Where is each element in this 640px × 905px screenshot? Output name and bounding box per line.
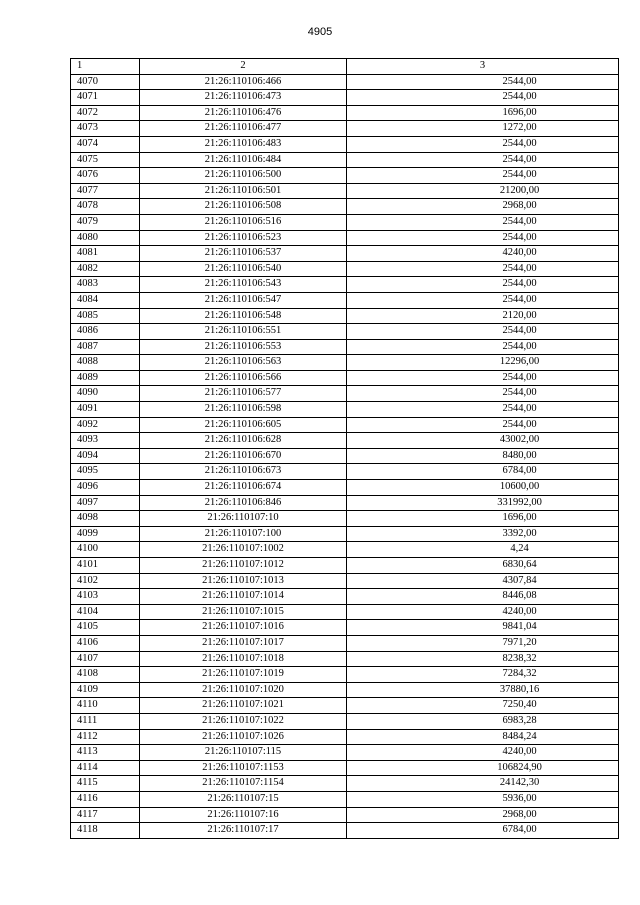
cadastral-number-cell: 21:26:110106:543 bbox=[140, 277, 347, 293]
row-number-cell: 4082 bbox=[71, 261, 140, 277]
row-number-cell: 4087 bbox=[71, 339, 140, 355]
table-row bbox=[71, 292, 619, 308]
value-cell: 6830,64 bbox=[347, 558, 619, 574]
table-row bbox=[71, 433, 619, 449]
value-cell: 6784,00 bbox=[347, 464, 619, 480]
value-cell: 1272,00 bbox=[347, 121, 619, 137]
value-cell: 7250,40 bbox=[347, 698, 619, 714]
column-header-1: 1 bbox=[71, 59, 140, 75]
value-cell: 1696,00 bbox=[347, 105, 619, 121]
value-cell: 4307,84 bbox=[347, 573, 619, 589]
row-number-cell: 4107 bbox=[71, 651, 140, 667]
cadastral-number-cell: 21:26:110106:598 bbox=[140, 402, 347, 418]
cadastral-number-cell: 21:26:110107:15 bbox=[140, 791, 347, 807]
cadastral-number-cell: 21:26:110107:16 bbox=[140, 807, 347, 823]
value-cell: 2544,00 bbox=[347, 74, 619, 90]
table-row bbox=[71, 698, 619, 714]
row-number-cell: 4092 bbox=[71, 417, 140, 433]
row-number-cell: 4115 bbox=[71, 776, 140, 792]
table-row bbox=[71, 745, 619, 761]
table-row bbox=[71, 214, 619, 230]
cadastral-number-cell: 21:26:110107:1154 bbox=[140, 776, 347, 792]
cadastral-number-cell: 21:26:110107:1020 bbox=[140, 682, 347, 698]
cadastral-number-cell: 21:26:110106:846 bbox=[140, 495, 347, 511]
cadastral-number-cell: 21:26:110107:1012 bbox=[140, 558, 347, 574]
row-number-cell: 4079 bbox=[71, 214, 140, 230]
table-row bbox=[71, 448, 619, 464]
row-number-cell: 4084 bbox=[71, 292, 140, 308]
value-cell: 2544,00 bbox=[347, 168, 619, 184]
row-number-cell: 4090 bbox=[71, 386, 140, 402]
row-number-cell: 4117 bbox=[71, 807, 140, 823]
cadastral-number-cell: 21:26:110106:484 bbox=[140, 152, 347, 168]
value-cell: 2544,00 bbox=[347, 292, 619, 308]
value-cell: 1696,00 bbox=[347, 511, 619, 527]
value-cell: 2120,00 bbox=[347, 308, 619, 324]
value-cell: 331992,00 bbox=[347, 495, 619, 511]
value-cell: 2544,00 bbox=[347, 339, 619, 355]
row-number-cell: 4116 bbox=[71, 791, 140, 807]
table-header bbox=[71, 59, 619, 75]
value-cell: 2544,00 bbox=[347, 230, 619, 246]
cadastral-number-cell: 21:26:110106:551 bbox=[140, 324, 347, 340]
table-row bbox=[71, 776, 619, 792]
value-cell: 2968,00 bbox=[347, 807, 619, 823]
value-cell: 4,24 bbox=[347, 542, 619, 558]
cadastral-number-cell: 21:26:110106:547 bbox=[140, 292, 347, 308]
cadastral-number-cell: 21:26:110107:1014 bbox=[140, 589, 347, 605]
table-row bbox=[71, 168, 619, 184]
table-row bbox=[71, 823, 619, 839]
row-number-cell: 4080 bbox=[71, 230, 140, 246]
value-cell: 6784,00 bbox=[347, 823, 619, 839]
table-row bbox=[71, 573, 619, 589]
table-row bbox=[71, 152, 619, 168]
cadastral-number-cell: 21:26:110106:466 bbox=[140, 74, 347, 90]
value-cell: 7971,20 bbox=[347, 635, 619, 651]
cadastral-number-cell: 21:26:110106:537 bbox=[140, 246, 347, 262]
table-row bbox=[71, 261, 619, 277]
row-number-cell: 4072 bbox=[71, 105, 140, 121]
row-number-cell: 4088 bbox=[71, 355, 140, 371]
table-row bbox=[71, 651, 619, 667]
value-cell: 8480,00 bbox=[347, 448, 619, 464]
value-cell: 2544,00 bbox=[347, 152, 619, 168]
table-row bbox=[71, 495, 619, 511]
table-row bbox=[71, 791, 619, 807]
cadastral-number-cell: 21:26:110107:17 bbox=[140, 823, 347, 839]
row-number-cell: 4075 bbox=[71, 152, 140, 168]
cadastral-number-cell: 21:26:110107:115 bbox=[140, 745, 347, 761]
value-cell: 21200,00 bbox=[347, 183, 619, 199]
table-row bbox=[71, 682, 619, 698]
cadastral-number-cell: 21:26:110107:1019 bbox=[140, 667, 347, 683]
cadastral-number-cell: 21:26:110107:1153 bbox=[140, 760, 347, 776]
table-row bbox=[71, 635, 619, 651]
cadastral-number-cell: 21:26:110106:476 bbox=[140, 105, 347, 121]
table-row bbox=[71, 620, 619, 636]
value-cell: 24142,30 bbox=[347, 776, 619, 792]
table-row bbox=[71, 667, 619, 683]
row-number-cell: 4096 bbox=[71, 480, 140, 496]
value-cell: 2544,00 bbox=[347, 324, 619, 340]
row-number-cell: 4111 bbox=[71, 713, 140, 729]
value-cell: 8446,08 bbox=[347, 589, 619, 605]
value-cell: 5936,00 bbox=[347, 791, 619, 807]
cadastral-number-cell: 21:26:110107:10 bbox=[140, 511, 347, 527]
table-body bbox=[71, 74, 619, 838]
value-cell: 2544,00 bbox=[347, 386, 619, 402]
table-row bbox=[71, 807, 619, 823]
table-row bbox=[71, 511, 619, 527]
value-cell: 2544,00 bbox=[347, 136, 619, 152]
table-row bbox=[71, 90, 619, 106]
value-cell: 6983,28 bbox=[347, 713, 619, 729]
cadastral-number-cell: 21:26:110106:553 bbox=[140, 339, 347, 355]
value-cell: 43002,00 bbox=[347, 433, 619, 449]
row-number-cell: 4077 bbox=[71, 183, 140, 199]
cadastral-number-cell: 21:26:110107:100 bbox=[140, 526, 347, 542]
row-number-cell: 4105 bbox=[71, 620, 140, 636]
row-number-cell: 4081 bbox=[71, 246, 140, 262]
cadastral-number-cell: 21:26:110106:477 bbox=[140, 121, 347, 137]
row-number-cell: 4104 bbox=[71, 604, 140, 620]
cadastral-number-cell: 21:26:110107:1026 bbox=[140, 729, 347, 745]
cadastral-number-cell: 21:26:110107:1022 bbox=[140, 713, 347, 729]
table-row bbox=[71, 105, 619, 121]
row-number-cell: 4074 bbox=[71, 136, 140, 152]
cadastral-number-cell: 21:26:110106:628 bbox=[140, 433, 347, 449]
table-row bbox=[71, 74, 619, 90]
table-row bbox=[71, 464, 619, 480]
cadastral-number-cell: 21:26:110106:563 bbox=[140, 355, 347, 371]
cadastral-number-cell: 21:26:110107:1013 bbox=[140, 573, 347, 589]
row-number-cell: 4100 bbox=[71, 542, 140, 558]
row-number-cell: 4073 bbox=[71, 121, 140, 137]
value-cell: 2544,00 bbox=[347, 277, 619, 293]
row-number-cell: 4085 bbox=[71, 308, 140, 324]
table-row bbox=[71, 402, 619, 418]
cadastral-number-cell: 21:26:110106:566 bbox=[140, 370, 347, 386]
row-number-cell: 4109 bbox=[71, 682, 140, 698]
row-number-cell: 4076 bbox=[71, 168, 140, 184]
row-number-cell: 4078 bbox=[71, 199, 140, 215]
column-header-3: 3 bbox=[347, 59, 619, 75]
cadastral-number-cell: 21:26:110107:1017 bbox=[140, 635, 347, 651]
row-number-cell: 4112 bbox=[71, 729, 140, 745]
value-cell: 37880,16 bbox=[347, 682, 619, 698]
row-number-cell: 4083 bbox=[71, 277, 140, 293]
row-number-cell: 4098 bbox=[71, 511, 140, 527]
value-cell: 2544,00 bbox=[347, 214, 619, 230]
cadastral-number-cell: 21:26:110106:577 bbox=[140, 386, 347, 402]
table-row bbox=[71, 558, 619, 574]
cadastral-number-cell: 21:26:110106:483 bbox=[140, 136, 347, 152]
table-row bbox=[71, 713, 619, 729]
cadastral-number-cell: 21:26:110106:605 bbox=[140, 417, 347, 433]
row-number-cell: 4070 bbox=[71, 74, 140, 90]
cadastral-number-cell: 21:26:110106:523 bbox=[140, 230, 347, 246]
row-number-cell: 4114 bbox=[71, 760, 140, 776]
value-cell: 2968,00 bbox=[347, 199, 619, 215]
table-row bbox=[71, 417, 619, 433]
value-cell: 8484,24 bbox=[347, 729, 619, 745]
column-header-2: 2 bbox=[140, 59, 347, 75]
value-cell: 3392,00 bbox=[347, 526, 619, 542]
row-number-cell: 4094 bbox=[71, 448, 140, 464]
row-number-cell: 4093 bbox=[71, 433, 140, 449]
table-row bbox=[71, 589, 619, 605]
cadastral-number-cell: 21:26:110106:508 bbox=[140, 199, 347, 215]
row-number-cell: 4071 bbox=[71, 90, 140, 106]
table-row bbox=[71, 760, 619, 776]
value-cell: 2544,00 bbox=[347, 261, 619, 277]
row-number-cell: 4113 bbox=[71, 745, 140, 761]
table-row bbox=[71, 370, 619, 386]
cadastral-number-cell: 21:26:110106:670 bbox=[140, 448, 347, 464]
row-number-cell: 4103 bbox=[71, 589, 140, 605]
cadastral-number-cell: 21:26:110106:473 bbox=[140, 90, 347, 106]
cadastral-number-cell: 21:26:110106:540 bbox=[140, 261, 347, 277]
value-cell: 4240,00 bbox=[347, 745, 619, 761]
table-row bbox=[71, 324, 619, 340]
table-row bbox=[71, 308, 619, 324]
value-cell: 2544,00 bbox=[347, 417, 619, 433]
table-row bbox=[71, 246, 619, 262]
row-number-cell: 4095 bbox=[71, 464, 140, 480]
table-row bbox=[71, 121, 619, 137]
cadastral-number-cell: 21:26:110107:1018 bbox=[140, 651, 347, 667]
table-row bbox=[71, 355, 619, 371]
row-number-cell: 4118 bbox=[71, 823, 140, 839]
value-cell: 10600,00 bbox=[347, 480, 619, 496]
table-row bbox=[71, 480, 619, 496]
value-cell: 12296,00 bbox=[347, 355, 619, 371]
page-number: 4905 bbox=[307, 26, 333, 38]
cadastral-number-cell: 21:26:110107:1002 bbox=[140, 542, 347, 558]
cadastral-number-cell: 21:26:110106:673 bbox=[140, 464, 347, 480]
value-cell: 9841,04 bbox=[347, 620, 619, 636]
cadastral-number-cell: 21:26:110107:1016 bbox=[140, 620, 347, 636]
row-number-cell: 4097 bbox=[71, 495, 140, 511]
table-row bbox=[71, 729, 619, 745]
value-cell: 7284,32 bbox=[347, 667, 619, 683]
row-number-cell: 4091 bbox=[71, 402, 140, 418]
table-row bbox=[71, 386, 619, 402]
value-cell: 106824,90 bbox=[347, 760, 619, 776]
table-row bbox=[71, 526, 619, 542]
cadastral-number-cell: 21:26:110106:548 bbox=[140, 308, 347, 324]
row-number-cell: 4106 bbox=[71, 635, 140, 651]
cadastral-number-cell: 21:26:110106:516 bbox=[140, 214, 347, 230]
table-row bbox=[71, 199, 619, 215]
table-row bbox=[71, 183, 619, 199]
value-cell: 2544,00 bbox=[347, 402, 619, 418]
row-number-cell: 4102 bbox=[71, 573, 140, 589]
table-row bbox=[71, 542, 619, 558]
table-row bbox=[71, 230, 619, 246]
value-cell: 8238,32 bbox=[347, 651, 619, 667]
value-cell: 4240,00 bbox=[347, 604, 619, 620]
row-number-cell: 4089 bbox=[71, 370, 140, 386]
cadastral-number-cell: 21:26:110106:500 bbox=[140, 168, 347, 184]
cadastral-number-cell: 21:26:110107:1015 bbox=[140, 604, 347, 620]
row-number-cell: 4108 bbox=[71, 667, 140, 683]
cadastral-number-cell: 21:26:110106:501 bbox=[140, 183, 347, 199]
row-number-cell: 4110 bbox=[71, 698, 140, 714]
table-row bbox=[71, 339, 619, 355]
value-cell: 4240,00 bbox=[347, 246, 619, 262]
table-row bbox=[71, 277, 619, 293]
row-number-cell: 4099 bbox=[71, 526, 140, 542]
cadastral-number-cell: 21:26:110107:1021 bbox=[140, 698, 347, 714]
table-row bbox=[71, 604, 619, 620]
data-table bbox=[70, 58, 619, 839]
value-cell: 2544,00 bbox=[347, 90, 619, 106]
table-row bbox=[71, 136, 619, 152]
cadastral-number-cell: 21:26:110106:674 bbox=[140, 480, 347, 496]
row-number-cell: 4101 bbox=[71, 558, 140, 574]
value-cell: 2544,00 bbox=[347, 370, 619, 386]
row-number-cell: 4086 bbox=[71, 324, 140, 340]
header-row bbox=[71, 59, 619, 75]
